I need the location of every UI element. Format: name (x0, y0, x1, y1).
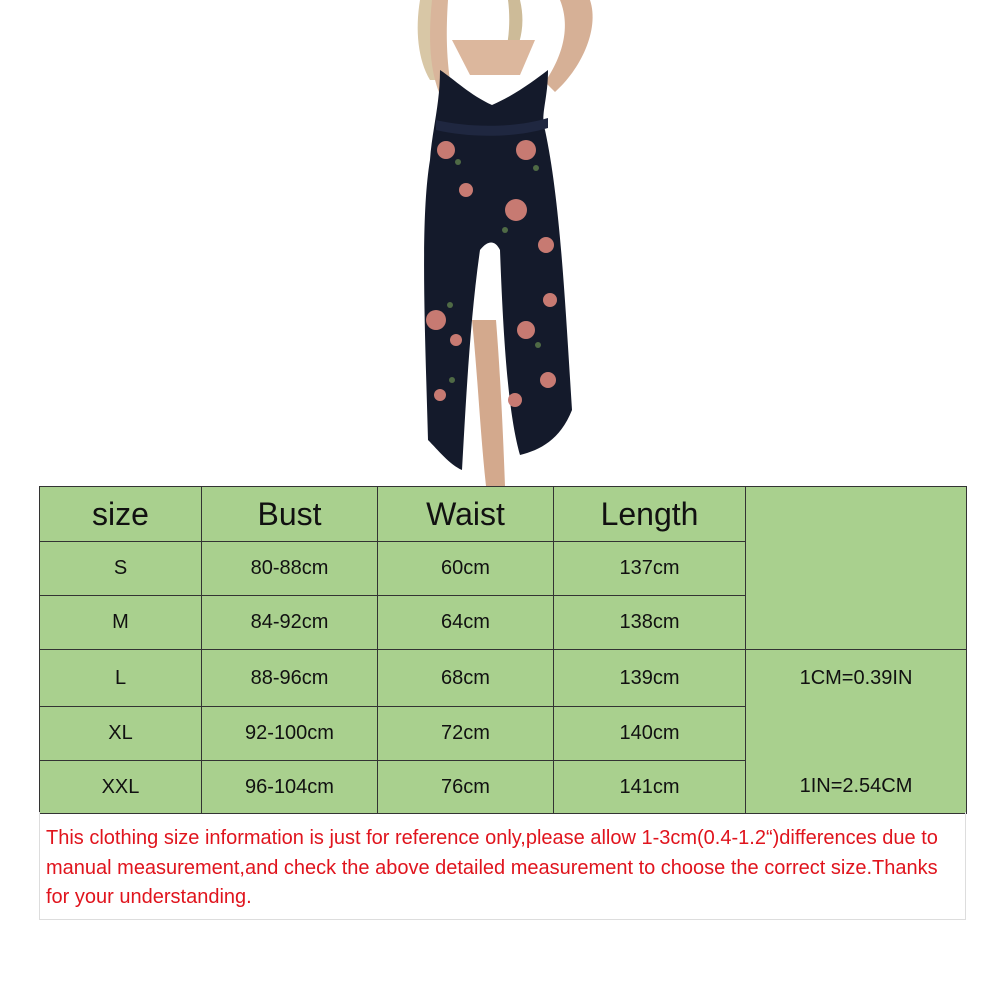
cell-bust: 84-92cm (202, 596, 378, 650)
table-header-row (40, 487, 967, 542)
cell-bust: 80-88cm (202, 542, 378, 596)
cell-waist: 72cm (378, 707, 554, 761)
cell-length: 138cm (554, 596, 746, 650)
cell-waist: 76cm (378, 761, 554, 814)
header-bust: Bust (202, 487, 378, 542)
conversion-blank (746, 707, 967, 761)
table-row (40, 761, 967, 814)
cell-length: 139cm (554, 650, 746, 707)
cell-length: 140cm (554, 707, 746, 761)
cell-bust: 92-100cm (202, 707, 378, 761)
cell-bust: 88-96cm (202, 650, 378, 707)
cell-size: L (40, 650, 202, 707)
size-chart-table (39, 486, 967, 814)
cell-waist: 64cm (378, 596, 554, 650)
header-waist: Waist (378, 487, 554, 542)
table-row (40, 650, 967, 707)
conversion-blank (746, 542, 967, 596)
table-row (40, 707, 967, 761)
cell-length: 137cm (554, 542, 746, 596)
size-disclaimer-text: This clothing size information is just for reference only,please allow 1-3cm(0.4-1.2“)differences due to manual measurement,and check the above detailed measurement to choose the correct size.Thanks for your understanding. (39, 812, 966, 920)
header-size: size (40, 487, 202, 542)
header-length: Length (554, 487, 746, 542)
conversion-cm-to-in: 1CM=0.39IN (746, 650, 967, 707)
cell-length: 141cm (554, 761, 746, 814)
cell-waist: 68cm (378, 650, 554, 707)
cell-size: M (40, 596, 202, 650)
table-row (40, 542, 967, 596)
table-row (40, 596, 967, 650)
product-photo (0, 0, 1000, 486)
cell-waist: 60cm (378, 542, 554, 596)
conversion-in-to-cm: 1IN=2.54CM (746, 761, 967, 814)
cell-size: S (40, 542, 202, 596)
cell-size: XXL (40, 761, 202, 814)
cell-size: XL (40, 707, 202, 761)
cell-bust: 96-104cm (202, 761, 378, 814)
conversion-blank (746, 596, 967, 650)
header-blank-cell (746, 487, 967, 542)
